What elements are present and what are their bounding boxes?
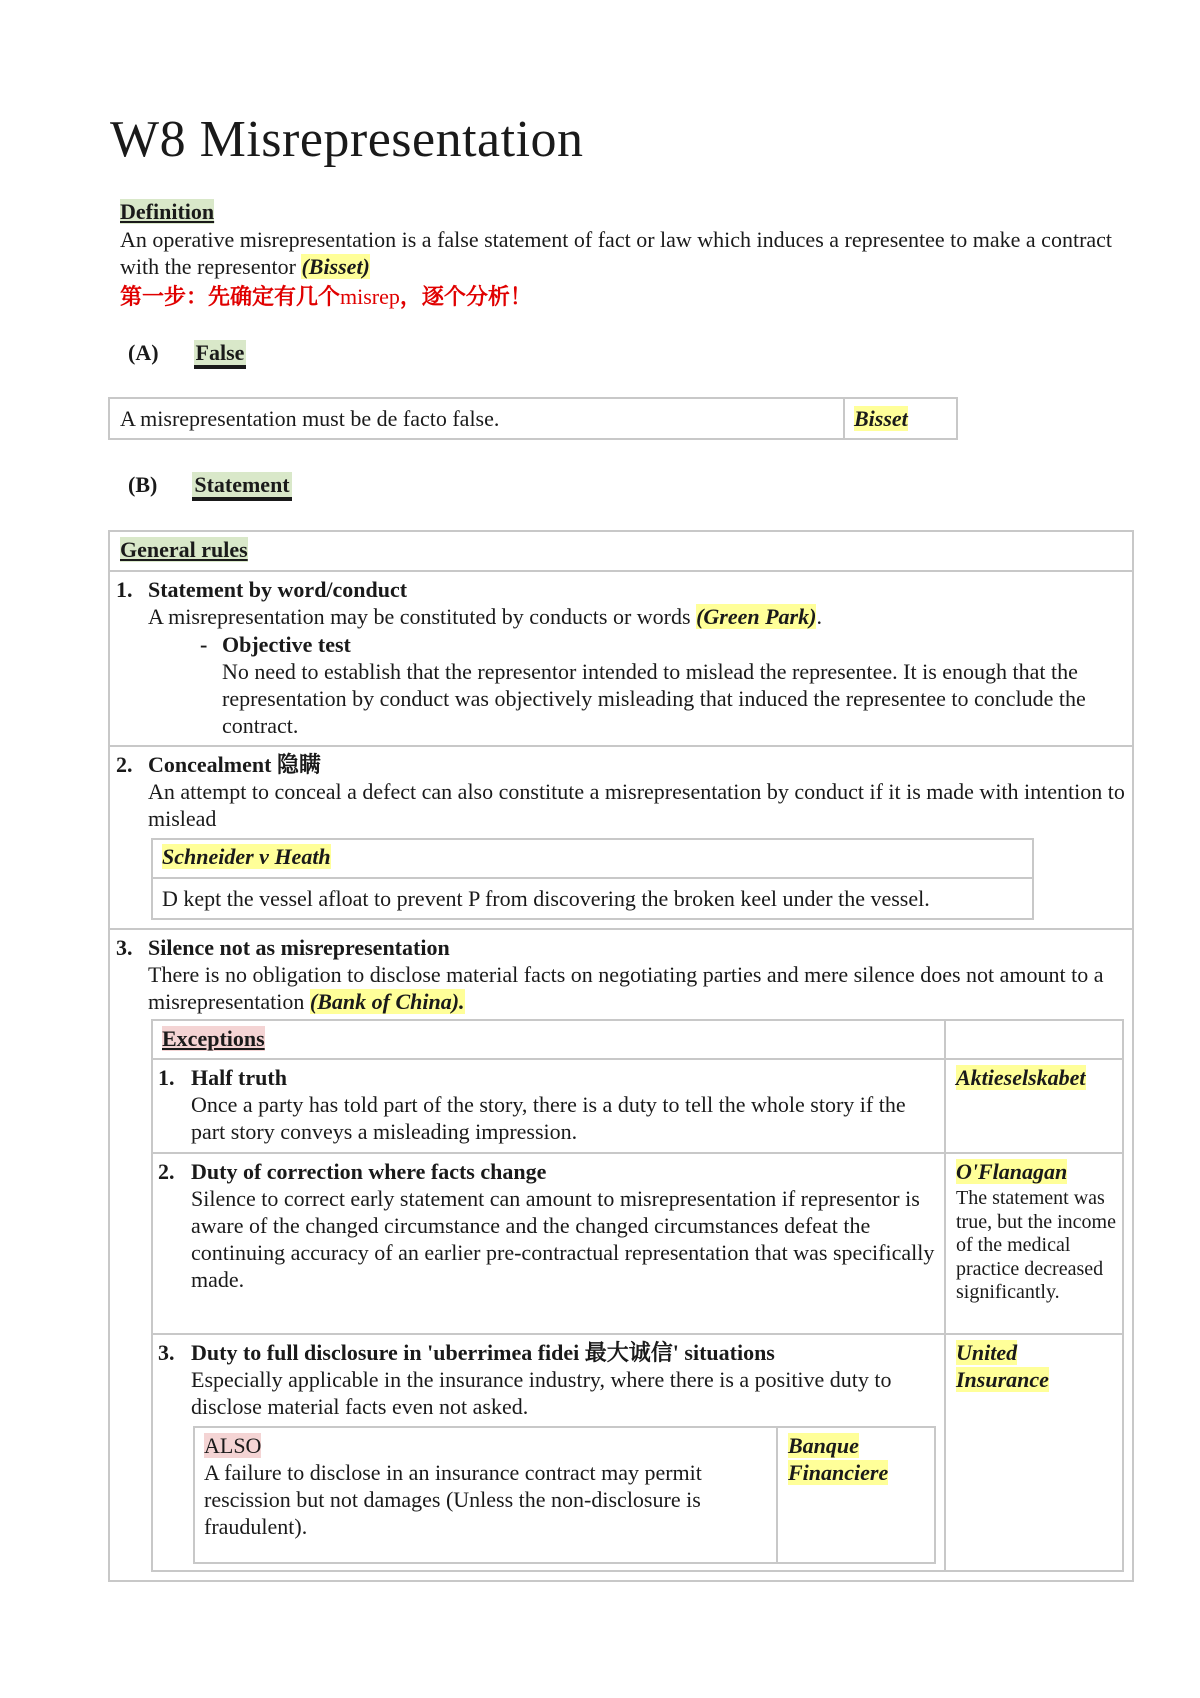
ex3-case-line1: United bbox=[956, 1340, 1018, 1365]
ex2-case: O'Flanagan bbox=[956, 1159, 1068, 1184]
rule3-title: Silence not as misrepresentation bbox=[148, 935, 450, 960]
ex3-case-line2: Insurance bbox=[956, 1367, 1049, 1392]
rule1-sub-text: No need to establish that the representor intended to mislead the representee. It is enough that the representation by conduct was objectively misleading that induced the representee to conclude the contract. bbox=[222, 659, 1086, 738]
ex2-text: Silence to correct early statement can amount to misrepresentation if representor is aware of the changed circumstance and the changed circumstances defeat the continuing accuracy of an earlier pre-contractual representation that was specifically made. bbox=[191, 1186, 935, 1292]
definition-heading: Definition bbox=[120, 199, 215, 224]
rule1-text: A misrepresentation may be constituted by conducts or words (Green Park). bbox=[148, 604, 822, 629]
rule1-title: Statement by word/conduct bbox=[148, 577, 408, 602]
rule2-title: Concealment 隐瞒 bbox=[148, 752, 321, 777]
rule2-case-text: D kept the vessel afloat to prevent P from discovering the broken keel under the vessel. bbox=[162, 886, 930, 911]
ex2-case-note: The statement was true, but the income of the medical practice decreased significantly. bbox=[956, 1187, 1116, 1303]
section-a-row-case: Bisset bbox=[854, 406, 908, 431]
definition-note: 第一步：先确定有几个misrep，逐个分析！ bbox=[120, 284, 532, 309]
ex1-text: Once a party has told part of the story, there is a duty to tell the whole story if the part story conveys a misleading impression. bbox=[191, 1092, 906, 1144]
section-a-heading: (A) False bbox=[128, 340, 246, 366]
case-green-park: (Green Park) bbox=[696, 604, 817, 629]
ex2-number: 2. bbox=[158, 1159, 175, 1184]
also-case-line1: Banque bbox=[788, 1433, 859, 1458]
also-text: A failure to disclose in an insurance contract may permit rescission but not damages (Unless the non-disclosure is fraudulent). bbox=[204, 1460, 702, 1539]
also-case-line2: Financiere bbox=[788, 1460, 889, 1485]
ex3-number: 3. bbox=[158, 1340, 175, 1365]
rule1-sub-dash: - bbox=[200, 632, 208, 657]
also-heading: ALSO bbox=[204, 1433, 262, 1458]
definition-text: An operative misrepresentation is a false statement of fact or law which induces a representee to make a contract with the representor (Bisset) bbox=[120, 227, 1113, 279]
rule2-text: An attempt to conceal a defect can also constitute a misrepresentation by conduct if it is made with intention to mislead bbox=[148, 779, 1125, 831]
ex3-text: Especially applicable in the insurance industry, where there is a positive duty to disclose material facts even not asked. bbox=[191, 1367, 892, 1419]
rule2-case: Schneider v Heath bbox=[162, 844, 331, 869]
page-title: W8 Misrepresentation bbox=[110, 111, 584, 168]
exceptions-heading: Exceptions bbox=[162, 1026, 265, 1051]
ex1-case: Aktieselskabet bbox=[956, 1065, 1086, 1090]
rule3-number: 3. bbox=[116, 935, 133, 960]
rule3-text: There is no obligation to disclose material facts on negotiating parties and mere silence does not amount to a misrepresentation (Bank of China). bbox=[148, 962, 1104, 1014]
ex1-number: 1. bbox=[158, 1065, 175, 1090]
case-bank-of-china: (Bank of China). bbox=[309, 989, 465, 1014]
rule1-number: 1. bbox=[116, 577, 133, 602]
section-a-row-text: A misrepresentation must be de facto false. bbox=[120, 406, 500, 431]
ex3-title: Duty to full disclosure in 'uberrimea fidei 最大诚信' situations bbox=[191, 1340, 775, 1365]
rule1-sub-title: Objective test bbox=[222, 632, 351, 657]
ex1-title: Half truth bbox=[191, 1065, 287, 1090]
rule2-number: 2. bbox=[116, 752, 133, 777]
section-b-heading: (B) Statement bbox=[128, 472, 292, 498]
case-bisset-ref: (Bisset) bbox=[301, 254, 370, 279]
ex2-title: Duty of correction where facts change bbox=[191, 1159, 547, 1184]
general-rules-heading: General rules bbox=[120, 537, 248, 562]
